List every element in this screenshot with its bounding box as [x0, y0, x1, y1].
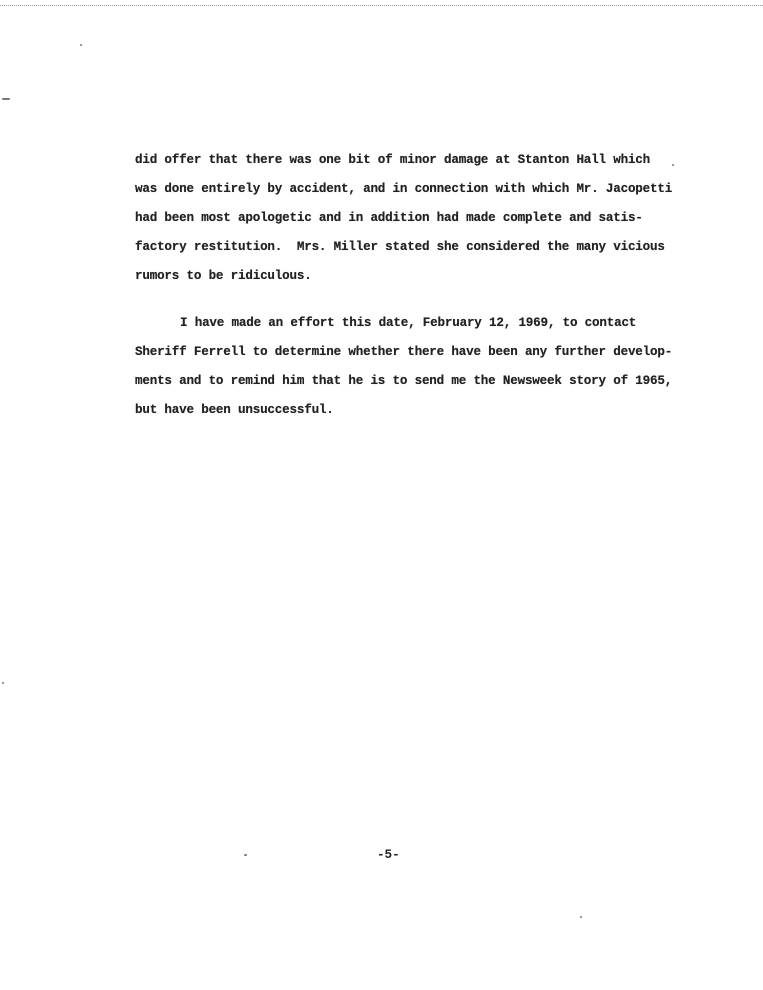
paragraph-2: [135, 309, 695, 425]
page-top-border: [0, 0, 763, 6]
text-line: Sheriff Ferrell to determine whether there have been any further develop-: [135, 345, 673, 359]
text-line: factory restitution. Mrs. Miller stated she considered the many vicious: [135, 240, 665, 254]
scan-speck: [244, 854, 247, 856]
page-number: -5-: [377, 848, 400, 862]
text-line: rumors to be ridiculous.: [135, 269, 312, 283]
text-line: ments and to remind him that he is to send me the Newsweek story of 1965,: [135, 374, 673, 388]
scan-speck: [672, 164, 674, 166]
scan-speck: [2, 682, 4, 684]
paragraph-spacer: [135, 291, 695, 309]
paragraph-1: [135, 146, 695, 291]
text-line: did offer that there was one bit of minor damage at Stanton Hall which: [135, 153, 651, 167]
text-line: had been most apologetic and in addition had made complete and satis-: [135, 211, 643, 225]
text-line: I have made an effort this date, February 12, 1969, to contact: [180, 316, 637, 330]
scan-speck: [2, 98, 10, 100]
text-line: was done entirely by accident, and in connection with which Mr. Jacopetti: [135, 182, 673, 196]
scan-speck: [580, 916, 582, 918]
scan-speck: [80, 44, 82, 46]
text-line: but have been unsuccessful.: [135, 403, 334, 417]
document-body: [135, 146, 695, 425]
